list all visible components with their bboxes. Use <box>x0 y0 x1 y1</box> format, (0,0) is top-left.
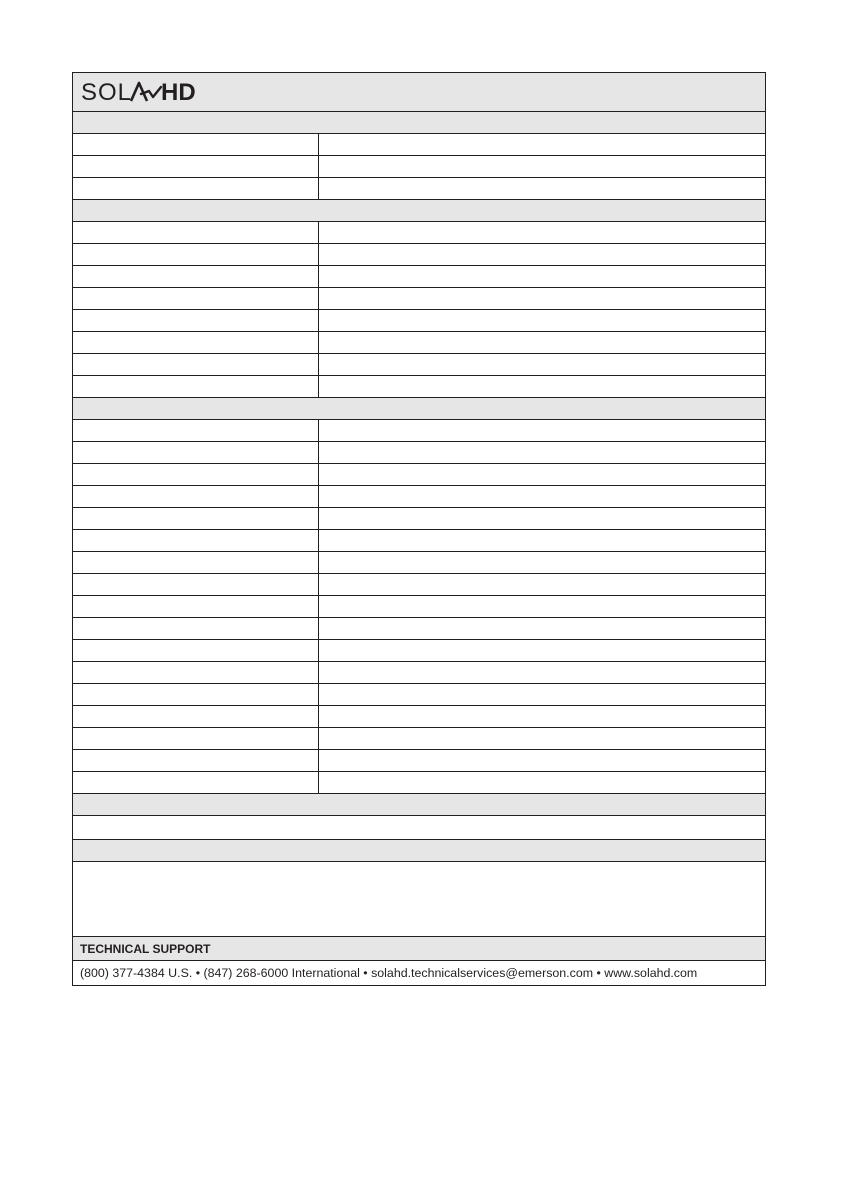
row-label-cell <box>73 640 319 661</box>
table-row <box>73 574 765 596</box>
row-value-cell <box>319 574 765 595</box>
row-label-cell <box>73 618 319 639</box>
table-row <box>73 288 765 310</box>
row-value-cell <box>319 222 765 243</box>
section-header <box>73 200 765 222</box>
row-value-cell <box>319 662 765 683</box>
row-label-cell <box>73 662 319 683</box>
row-label-cell <box>73 706 319 727</box>
section-header <box>73 398 765 420</box>
row-label-cell <box>73 288 319 309</box>
section-header <box>73 840 765 862</box>
row-value-cell <box>319 530 765 551</box>
row-label-cell <box>73 244 319 265</box>
row-label-cell <box>73 574 319 595</box>
spec-sheet <box>72 72 766 986</box>
section-header <box>73 112 765 134</box>
row-value-cell <box>319 684 765 705</box>
table-row <box>73 156 765 178</box>
row-value-cell <box>319 266 765 287</box>
sola-hd-logo <box>81 77 221 107</box>
table-row <box>73 508 765 530</box>
svg-text:HD: HD <box>161 79 196 105</box>
row-label-cell <box>73 684 319 705</box>
table-row <box>73 420 765 442</box>
row-label-cell <box>73 552 319 573</box>
row-label-cell <box>73 266 319 287</box>
row-value-cell <box>319 354 765 375</box>
table-row <box>73 332 765 354</box>
table-row <box>73 618 765 640</box>
table-row <box>73 178 765 200</box>
table-row <box>73 640 765 662</box>
table-row <box>73 772 765 794</box>
table-row <box>73 464 765 486</box>
notes-area <box>73 862 765 937</box>
table-row <box>73 376 765 398</box>
table-row <box>73 552 765 574</box>
table-row <box>73 728 765 750</box>
table-row <box>73 684 765 706</box>
table-row <box>73 442 765 464</box>
section-header <box>73 794 765 816</box>
row-value-cell <box>319 464 765 485</box>
table-row <box>73 530 765 552</box>
table-row <box>73 486 765 508</box>
row-value-cell <box>319 486 765 507</box>
full-width-row <box>73 816 765 840</box>
row-value-cell <box>319 134 765 155</box>
row-label-cell <box>73 376 319 397</box>
table-row <box>73 266 765 288</box>
row-value-cell <box>319 376 765 397</box>
table-row <box>73 596 765 618</box>
row-value-cell <box>319 706 765 727</box>
row-value-cell <box>319 420 765 441</box>
row-label-cell <box>73 442 319 463</box>
row-label-cell <box>73 530 319 551</box>
table-row <box>73 310 765 332</box>
technical-support-contact: (800) 377-4384 U.S. • (847) 268-6000 International • solahd.technicalservices@emerson.com • www.solahd.com <box>80 966 698 980</box>
table-row <box>73 750 765 772</box>
row-value-cell <box>319 640 765 661</box>
row-label-cell <box>73 332 319 353</box>
table-row <box>73 244 765 266</box>
row-label-cell <box>73 508 319 529</box>
sola-hd-logo-graphic <box>81 79 221 105</box>
table-row <box>73 222 765 244</box>
row-label-cell <box>73 486 319 507</box>
row-value-cell <box>319 508 765 529</box>
row-label-cell <box>73 222 319 243</box>
row-value-cell <box>319 772 765 793</box>
row-value-cell <box>319 332 765 353</box>
row-label-cell <box>73 596 319 617</box>
row-value-cell <box>319 244 765 265</box>
row-value-cell <box>319 596 765 617</box>
row-label-cell <box>73 134 319 155</box>
row-label-cell <box>73 178 319 199</box>
header-bar <box>73 73 765 112</box>
table-row <box>73 354 765 376</box>
row-label-cell <box>73 750 319 771</box>
row-label-cell <box>73 310 319 331</box>
svg-text:SOL: SOL <box>81 79 133 105</box>
row-label-cell <box>73 728 319 749</box>
row-label-cell <box>73 420 319 441</box>
row-label-cell <box>73 772 319 793</box>
row-label-cell <box>73 354 319 375</box>
row-value-cell <box>319 442 765 463</box>
table-row <box>73 134 765 156</box>
row-value-cell <box>319 156 765 177</box>
row-value-cell <box>319 728 765 749</box>
row-value-cell <box>319 178 765 199</box>
row-value-cell <box>319 552 765 573</box>
row-label-cell <box>73 156 319 177</box>
row-label-cell <box>73 464 319 485</box>
table-row <box>73 706 765 728</box>
row-value-cell <box>319 750 765 771</box>
row-value-cell <box>319 618 765 639</box>
row-value-cell <box>319 288 765 309</box>
table-row <box>73 662 765 684</box>
row-value-cell <box>319 310 765 331</box>
technical-support-title: TECHNICAL SUPPORT <box>73 937 765 961</box>
